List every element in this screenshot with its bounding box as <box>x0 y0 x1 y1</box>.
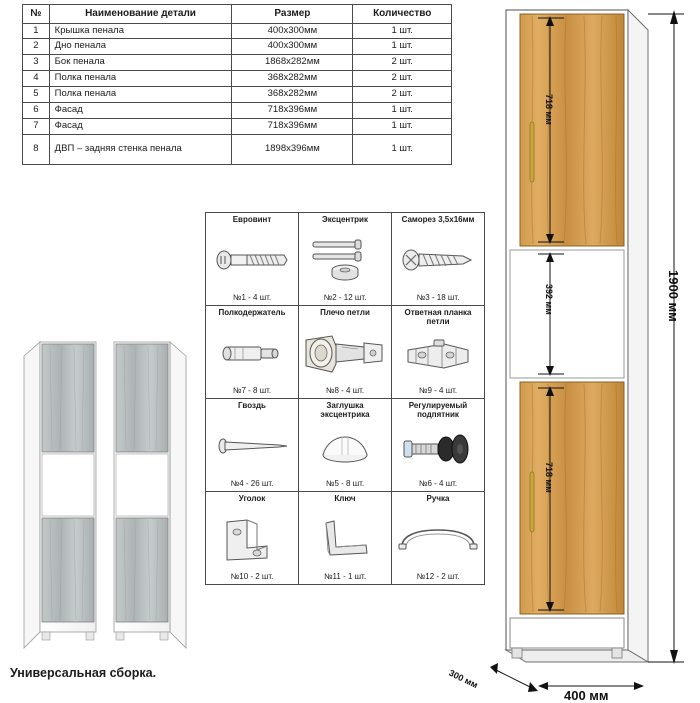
cell-qty: 2 шт. <box>353 87 452 103</box>
cam-lock-icon <box>301 226 389 293</box>
euro-screw-icon <box>208 226 296 293</box>
hardware-title: Ответная планка петли <box>404 308 472 326</box>
hardware-qty: №8 - 4 шт. <box>325 386 365 395</box>
parts-table <box>22 4 452 165</box>
hardware-qty: №4 - 26 шт. <box>230 479 274 488</box>
cell-qty: 2 шт. <box>353 71 452 87</box>
hardware-cell-hinge-arm <box>299 306 392 399</box>
dim-top-door-height: 718 мм <box>544 94 554 125</box>
cell-size: 1898х396мм <box>232 134 353 164</box>
hardware-qty: №9 - 4 шт. <box>418 386 458 395</box>
hardware-cell-cam-cap <box>299 399 392 492</box>
shelf-support-icon <box>208 319 296 386</box>
cell-size: 718х396мм <box>232 103 353 119</box>
hardware-title: Ручка <box>426 494 450 503</box>
header-number: № <box>23 5 50 24</box>
dim-total-height: 1900 мм <box>666 270 681 322</box>
cabinet-diagram <box>447 2 698 703</box>
handle-bottom <box>530 472 534 532</box>
hardware-qty: №2 - 12 шт. <box>323 293 367 302</box>
hardware-cell-euro-screw <box>206 213 299 306</box>
cam-cap-icon <box>301 420 389 479</box>
adjustable-foot-icon <box>394 420 482 479</box>
corner-bracket-icon <box>208 505 296 572</box>
cell-number: 5 <box>23 87 50 103</box>
cell-qty: 1 шт. <box>353 103 452 119</box>
dim-depth: 300 мм <box>447 667 480 691</box>
hardware-qty: №12 - 2 шт. <box>416 572 460 581</box>
hardware-title: Регулируемый подпятник <box>408 401 468 419</box>
cell-name: ДВП – задняя стенка пенала <box>49 134 232 164</box>
cell-qty: 1 шт. <box>353 23 452 39</box>
cell-qty: 2 шт. <box>353 55 452 71</box>
cell-size: 400x300мм <box>232 23 353 39</box>
dim-width: 400 мм <box>564 688 609 703</box>
hardware-title: Ключ <box>334 494 356 503</box>
hinge-arm-icon <box>301 319 389 386</box>
hardware-cell-self-tapping-screw <box>392 213 485 306</box>
hardware-qty: №5 - 8 шт. <box>325 479 365 488</box>
hardware-title: Полкодержатель <box>218 308 286 317</box>
hardware-cell-allen-key <box>299 492 392 585</box>
dim-bottom-door-height: 718 мм <box>544 462 554 493</box>
hardware-qty: №10 - 2 шт. <box>230 572 274 581</box>
cell-size: 1868x282мм <box>232 55 353 71</box>
hardware-title: Евровинт <box>232 215 272 224</box>
hardware-title: Заглушка эксцентрика <box>320 401 370 419</box>
cell-size: 400x300мм <box>232 39 353 55</box>
cell-name: Крышка пенала <box>49 23 232 39</box>
cell-name: Бок пенала <box>49 55 232 71</box>
cell-number: 2 <box>23 39 50 55</box>
handle-icon <box>394 505 482 572</box>
hardware-title: Плечо петли <box>320 308 370 317</box>
hardware-cell-corner-bracket <box>206 492 299 585</box>
cell-number: 1 <box>23 23 50 39</box>
table-row <box>23 134 452 164</box>
hardware-qty: №1 - 4 шт. <box>232 293 272 302</box>
table-row <box>23 71 452 87</box>
cell-name: Фасад <box>49 103 232 119</box>
hardware-title: Эксцентрик <box>322 215 368 224</box>
hardware-qty: №11 - 1 шт. <box>323 572 367 581</box>
table-row <box>23 103 452 119</box>
self-tapping-screw-icon <box>394 226 482 293</box>
hardware-title: Саморез 3,5х16мм <box>401 215 475 224</box>
assembly-unit-left <box>24 342 96 648</box>
cell-number: 7 <box>23 119 50 135</box>
table-row <box>23 23 452 39</box>
header-size: Размер <box>232 5 353 24</box>
cell-name: Дно пенала <box>49 39 232 55</box>
table-row <box>23 119 452 135</box>
cell-name: Полка пенала <box>49 87 232 103</box>
hardware-cell-nail <box>206 399 299 492</box>
hardware-cell-hinge-plate <box>392 306 485 399</box>
cell-qty: 1 шт. <box>353 39 452 55</box>
assembly-illustration <box>10 332 200 662</box>
hardware-qty: №7 - 8 шт. <box>232 386 272 395</box>
table-header-row <box>23 5 452 24</box>
header-qty: Количество <box>353 5 452 24</box>
hinge-plate-icon <box>394 327 482 386</box>
handle-top <box>530 122 534 182</box>
table-row <box>23 87 452 103</box>
cell-number: 4 <box>23 71 50 87</box>
hardware-cell-adjustable-foot <box>392 399 485 492</box>
cell-name: Фасад <box>49 119 232 135</box>
hardware-qty: №3 - 18 шт. <box>416 293 460 302</box>
hardware-cell-cam-lock <box>299 213 392 306</box>
table-row <box>23 39 452 55</box>
header-name: Наименование детали <box>49 5 232 24</box>
cell-qty: 1 шт. <box>353 119 452 135</box>
cell-size: 718х396мм <box>232 119 353 135</box>
hardware-title: Гвоздь <box>238 401 266 410</box>
hardware-cell-handle <box>392 492 485 585</box>
hardware-qty: №6 - 4 шт. <box>418 479 458 488</box>
cell-name: Полка пенала <box>49 71 232 87</box>
cell-number: 6 <box>23 103 50 119</box>
allen-key-icon <box>301 505 389 572</box>
hardware-cell-shelf-support <box>206 306 299 399</box>
cell-qty: 1 шт. <box>353 134 452 164</box>
dim-middle-height: 392 мм <box>544 284 554 315</box>
cell-size: 368x282мм <box>232 71 353 87</box>
table-row <box>23 55 452 71</box>
hardware-title: Уголок <box>238 494 266 503</box>
hardware-grid <box>205 212 485 585</box>
cell-number: 8 <box>23 134 50 164</box>
nail-icon <box>208 412 296 479</box>
assembly-caption: Универсальная сборка. <box>10 666 157 680</box>
cell-size: 368x282мм <box>232 87 353 103</box>
cell-number: 3 <box>23 55 50 71</box>
assembly-unit-right <box>114 342 186 648</box>
